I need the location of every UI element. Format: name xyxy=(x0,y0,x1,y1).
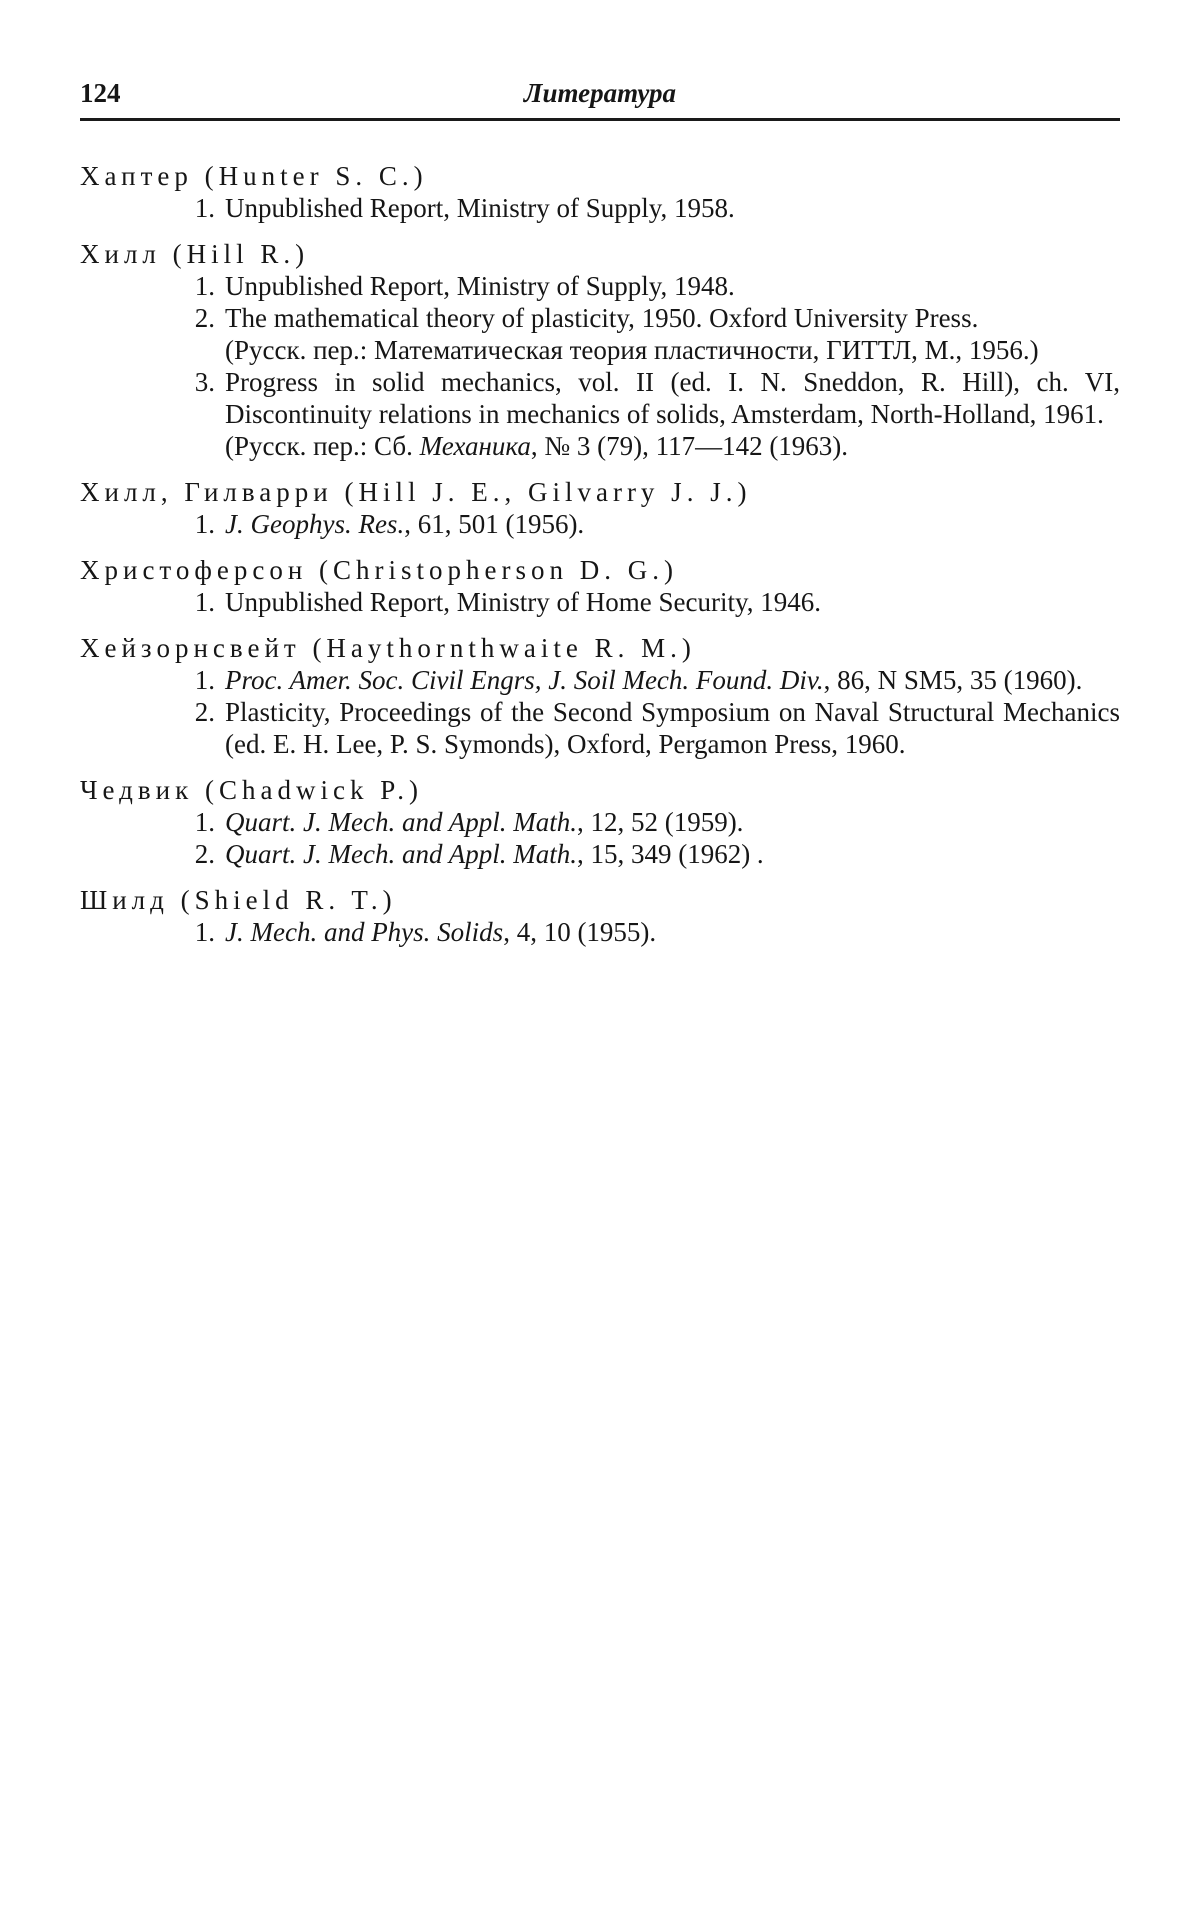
reference-number: 3. xyxy=(194,367,215,397)
bibliography-entry xyxy=(80,476,1120,540)
entry-author: Чедвик (Chadwick P.) xyxy=(80,775,423,805)
reference-text: The mathematical theory of plasticity, 1950. Oxford University Press. xyxy=(225,303,979,333)
entry-author: Христоферсон (Christopherson D. G.) xyxy=(80,555,679,585)
reference-text: Plasticity, Proceedings of the Second Symposium on Naval Structural Mechanics (ed. E. H. Lee, P. S. Symonds), Oxford, Pergamon Press, 1960. xyxy=(225,697,1120,759)
citation-details: , 61, 501 (1956). xyxy=(404,509,585,539)
reference-number: 2. xyxy=(194,303,215,333)
entry-author: Шилд (Shield R. T.) xyxy=(80,885,397,915)
running-title: Литература xyxy=(523,78,677,108)
citation-details: , 86, N SM5, 35 (1960). xyxy=(823,665,1083,695)
journal-title: J. Mech. and Phys. Solids xyxy=(225,917,504,947)
page-header xyxy=(80,74,1120,121)
reference-text xyxy=(225,664,1120,696)
reference-item xyxy=(80,838,1120,870)
translation-note: (Русск. пер.: Математическая теория пластичности, ГИТТЛ, М., 1956.) xyxy=(225,335,1039,365)
bibliography-entry xyxy=(80,554,1120,618)
bibliography-entry xyxy=(80,160,1120,224)
bibliography-list xyxy=(80,160,1120,962)
entry-author: Хаптер (Hunter S. C.) xyxy=(80,161,428,191)
reference-number: 1. xyxy=(194,271,215,301)
note-journal: Механика xyxy=(419,431,531,461)
reference-item xyxy=(80,302,1120,334)
reference-item xyxy=(80,508,1120,540)
bibliography-entry xyxy=(80,238,1120,462)
reference-text: Unpublished Report, Ministry of Home Security, 1946. xyxy=(225,587,821,617)
reference-text: Unpublished Report, Ministry of Supply, 1958. xyxy=(225,193,735,223)
reference-item xyxy=(80,806,1120,838)
journal-title: Proc. Amer. Soc. Civil Engrs, J. Soil Mech. Found. Div. xyxy=(225,665,824,695)
entry-author: Хейзорнсвейт (Haythornthwaite R. M.) xyxy=(80,633,696,663)
reference-item xyxy=(80,192,1120,224)
reference-text: Progress in solid mechanics, vol. II (ed. I. N. Sneddon, R. Hill), ch. VI, Discontinuity relations in mechanics of solids, Amsterdam, North-Holland, 1961. xyxy=(225,367,1120,429)
reference-number: 1. xyxy=(194,193,215,223)
translation-note xyxy=(80,430,1120,462)
reference-number: 1. xyxy=(194,587,215,617)
reference-number: 1. xyxy=(194,807,215,837)
reference-item xyxy=(80,270,1120,302)
reference-number: 2. xyxy=(194,697,215,727)
reference-text xyxy=(225,838,1120,870)
entry-author: Хилл (Hill R.) xyxy=(80,239,310,269)
reference-item xyxy=(80,916,1120,948)
reference-item xyxy=(80,586,1120,618)
reference-item xyxy=(80,696,1120,760)
reference-number: 1. xyxy=(194,917,215,947)
reference-text xyxy=(225,508,1120,540)
reference-text xyxy=(225,806,1120,838)
page-number: 124 xyxy=(80,78,121,108)
bibliography-entry xyxy=(80,884,1120,948)
citation-details: , 12, 52 (1959). xyxy=(576,807,744,837)
reference-text: Unpublished Report, Ministry of Supply, 1948. xyxy=(225,271,735,301)
entry-author: Хилл, Гилварри (Hill J. E., Gilvarry J. J.) xyxy=(80,477,752,507)
reference-text xyxy=(225,916,1120,948)
note-suffix: , № 3 (79), 117—142 (1963). xyxy=(530,431,849,461)
journal-title: J. Geophys. Res. xyxy=(225,509,405,539)
reference-number: 2. xyxy=(194,839,215,869)
citation-details: , 4, 10 (1955). xyxy=(503,917,657,947)
journal-title: Quart. J. Mech. and Appl. Math. xyxy=(225,839,577,869)
reference-number: 1. xyxy=(194,509,215,539)
reference-item xyxy=(80,664,1120,696)
reference-number: 1. xyxy=(194,665,215,695)
bibliography-entry xyxy=(80,774,1120,870)
bibliography-entry xyxy=(80,632,1120,760)
citation-details: , 15, 349 (1962) . xyxy=(576,839,764,869)
reference-item xyxy=(80,366,1120,430)
journal-title: Quart. J. Mech. and Appl. Math. xyxy=(225,807,577,837)
note-prefix: (Русск. пер.: Сб. xyxy=(225,431,420,461)
